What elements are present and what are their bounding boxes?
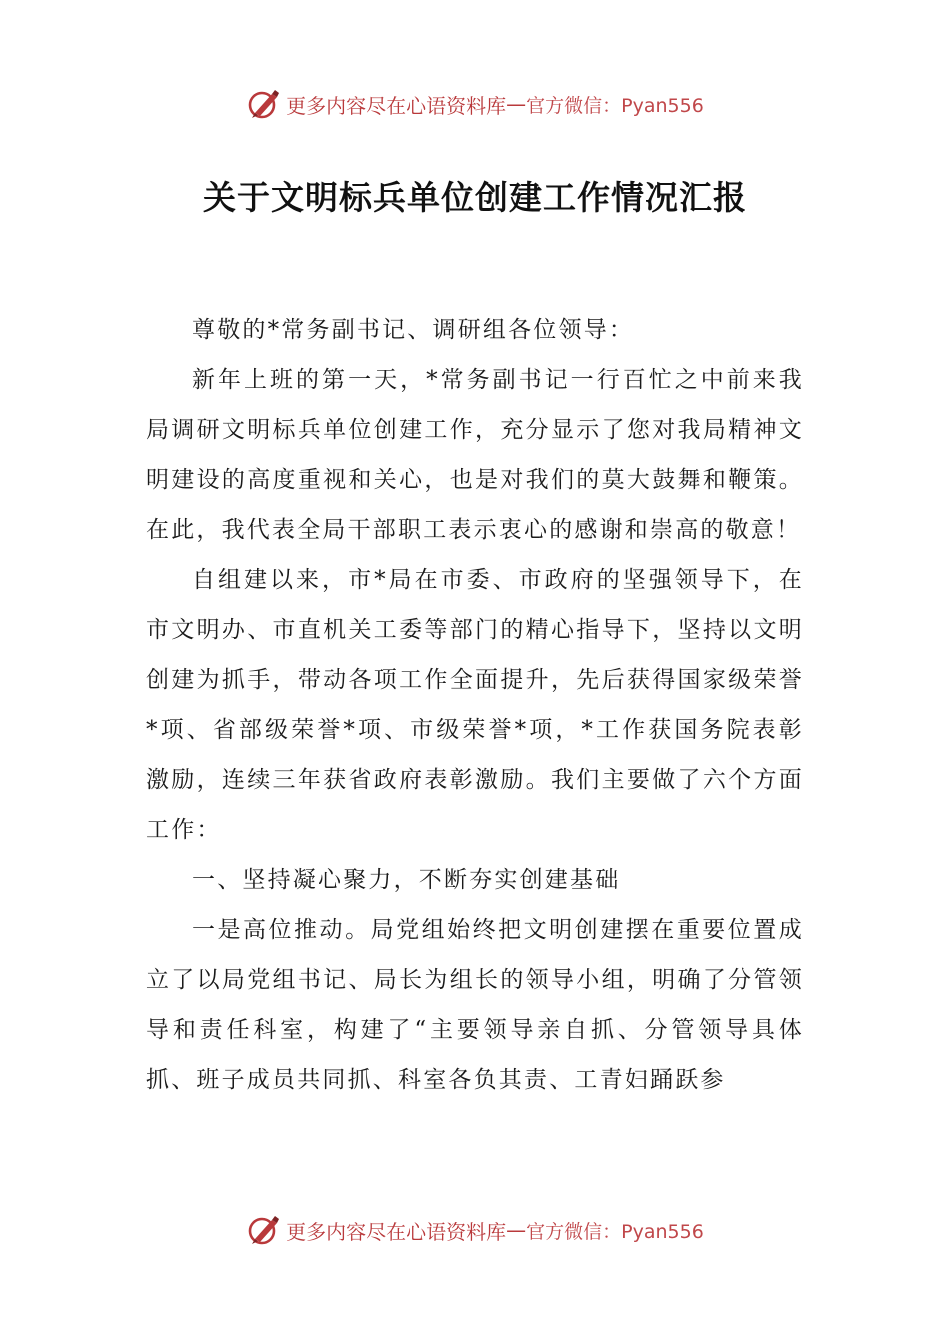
document-body (146, 305, 804, 1105)
banner-text: 更多内容尽在心语资料库 (286, 93, 507, 118)
body-paragraph: 一是高位推动。局党组始终把文明创建摆在重要位置成立了以局党组书记、局长为组长的领导小组，明确了分管领导和责任科室，构建了“主要领导亲自抓、分管领导具体抓、班子成员共同抓、科室各负其责、工青妇踊跃参 (146, 917, 804, 1093)
banner-contact: 官方微信：Pyan556 (526, 1220, 704, 1243)
footer-banner (0, 1208, 950, 1252)
header-banner (0, 82, 950, 126)
pen-logo-icon (246, 1212, 282, 1248)
banner-separator: — (506, 92, 527, 116)
banner-contact: 官方微信：Pyan556 (526, 94, 704, 117)
section-heading: 一、坚持凝心聚力，不断夯实创建基础 (192, 867, 621, 893)
pen-logo-icon (246, 86, 282, 122)
banner-separator: — (506, 1218, 527, 1242)
document-title: 关于文明标兵单位创建工作情况汇报 (203, 178, 747, 217)
body-paragraph: 自组建以来，市*局在市委、市政府的坚强领导下，在市文明办、市直机关工委等部门的精心指导下，坚持以文明创建为抓手，带动各项工作全面提升，先后获得国家级荣誉*项、省部级荣誉*项、市级荣誉*项，*工作获国务院表彰激励，连续三年获省政府表彰激励。我们主要做了六个方面工作： (146, 567, 804, 843)
body-paragraph: 新年上班的第一天，*常务副书记一行百忙之中前来我局调研文明标兵单位创建工作，充分显示了您对我局精神文明建设的高度重视和关心，也是对我们的莫大鼓舞和鞭策。在此，我代表全局干部职工表示衷心的感谢和崇高的敬意！ (146, 367, 804, 543)
salutation: 尊敬的*常务副书记、调研组各位领导： (192, 317, 635, 343)
banner-text: 更多内容尽在心语资料库 (286, 1219, 507, 1244)
